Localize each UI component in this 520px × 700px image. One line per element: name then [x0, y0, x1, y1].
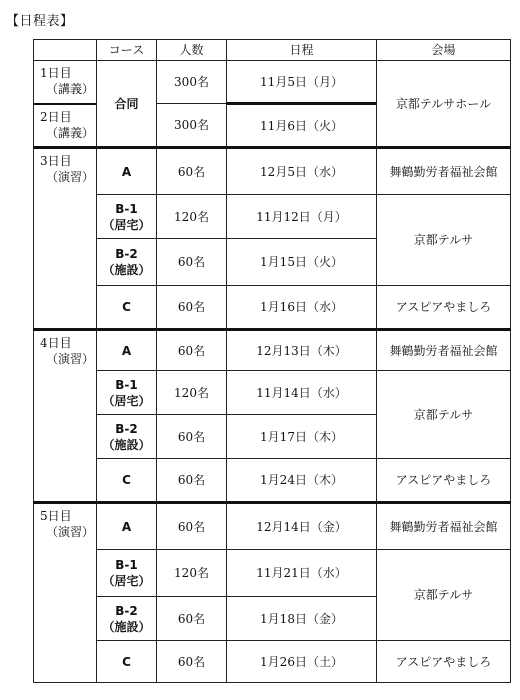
- day-label: 5日目: [40, 509, 72, 523]
- day-type: （演習）: [46, 525, 95, 539]
- venue-cell: 舞鶴勤労者福祉会館: [377, 148, 511, 195]
- course-sub: （施設）: [102, 263, 151, 277]
- course-cell: C: [97, 286, 157, 330]
- course-sub: （居宅）: [102, 217, 151, 232]
- course-sub: （居宅）: [102, 393, 151, 408]
- count-cell: 60名: [157, 641, 227, 683]
- table-row: [34, 459, 511, 503]
- count-cell: 60名: [157, 330, 227, 371]
- schedule-table: [33, 39, 511, 683]
- date-cell: 1月16日（水）: [227, 286, 377, 330]
- table-row: [34, 195, 511, 239]
- table-row: [34, 503, 511, 550]
- count-cell: 60名: [157, 286, 227, 330]
- day-label: 2日目: [40, 109, 72, 124]
- course-cell: [97, 415, 157, 459]
- course-cell: 合同: [97, 61, 157, 148]
- count-cell: 60名: [157, 597, 227, 641]
- header-date: 日程: [227, 40, 377, 61]
- course-code: B-2: [115, 421, 138, 436]
- venue-cell: 京都テルサホール: [377, 61, 511, 148]
- header-course: コース: [97, 40, 157, 61]
- date-cell: 11月21日（水）: [227, 550, 377, 597]
- venue-cell: 舞鶴勤労者福祉会館: [377, 503, 511, 550]
- course-code: B-2: [115, 603, 138, 618]
- day-label: 3日目: [40, 154, 72, 168]
- count-cell: 120名: [157, 195, 227, 239]
- count-cell: 60名: [157, 239, 227, 286]
- venue-cell: 京都テルサ: [377, 550, 511, 641]
- course-cell: A: [97, 503, 157, 550]
- day-cell: [34, 503, 97, 683]
- course-cell: [97, 239, 157, 286]
- course-code: B-1: [115, 201, 138, 216]
- course-code: B-2: [115, 247, 138, 261]
- schedule-title: 【日程表】: [6, 14, 74, 29]
- day-label: 4日目: [40, 336, 72, 350]
- day-type: （講義）: [46, 82, 95, 96]
- course-cell: [97, 597, 157, 641]
- day-cell: [34, 330, 97, 503]
- venue-cell: アスピアやましろ: [377, 641, 511, 683]
- table-row: [34, 61, 511, 104]
- table-row: [34, 330, 511, 371]
- day-cell: [34, 104, 97, 148]
- date-cell: 11月14日（水）: [227, 371, 377, 415]
- table-row: [34, 641, 511, 683]
- count-cell: 60名: [157, 459, 227, 503]
- day-type: （講義）: [46, 125, 95, 140]
- date-cell: 11月6日（火）: [227, 104, 377, 148]
- course-cell: A: [97, 148, 157, 195]
- venue-cell: 京都テルサ: [377, 371, 511, 459]
- count-cell: 120名: [157, 371, 227, 415]
- count-cell: 60名: [157, 503, 227, 550]
- date-cell: 1月26日（土）: [227, 641, 377, 683]
- date-cell: 12月13日（木）: [227, 330, 377, 371]
- table-row: [34, 286, 511, 330]
- course-cell: [97, 195, 157, 239]
- table-row: [34, 371, 511, 415]
- date-cell: 12月5日（水）: [227, 148, 377, 195]
- day-type: （演習）: [46, 352, 95, 366]
- course-sub: （施設）: [102, 619, 151, 634]
- course-cell: A: [97, 330, 157, 371]
- header-venue: 会場: [377, 40, 511, 61]
- date-cell: 11月5日（月）: [227, 61, 377, 104]
- date-cell: 12月14日（金）: [227, 503, 377, 550]
- count-cell: 300名: [157, 104, 227, 148]
- venue-cell: アスピアやましろ: [377, 286, 511, 330]
- day-label: 1日目: [40, 66, 72, 80]
- header-row: [34, 40, 511, 61]
- count-cell: 60名: [157, 415, 227, 459]
- day-cell: [34, 148, 97, 330]
- header-count: 人数: [157, 40, 227, 61]
- course-cell: C: [97, 641, 157, 683]
- course-code: B-1: [115, 558, 138, 572]
- course-sub: （施設）: [102, 437, 151, 452]
- count-cell: 60名: [157, 148, 227, 195]
- table-row: [34, 550, 511, 597]
- table-row: [34, 148, 511, 195]
- course-cell: [97, 371, 157, 415]
- date-cell: 11月12日（月）: [227, 195, 377, 239]
- day-type: （演習）: [46, 170, 95, 184]
- venue-cell: 舞鶴勤労者福祉会館: [377, 330, 511, 371]
- header-day: [34, 40, 97, 61]
- course-code: B-1: [115, 377, 138, 392]
- day-cell: [34, 61, 97, 104]
- venue-cell: 京都テルサ: [377, 195, 511, 286]
- date-cell: 1月15日（火）: [227, 239, 377, 286]
- count-cell: 120名: [157, 550, 227, 597]
- course-cell: C: [97, 459, 157, 503]
- date-cell: 1月17日（木）: [227, 415, 377, 459]
- course-sub: （居宅）: [102, 574, 151, 588]
- course-cell: [97, 550, 157, 597]
- venue-cell: アスピアやましろ: [377, 459, 511, 503]
- count-cell: 300名: [157, 61, 227, 104]
- date-cell: 1月24日（木）: [227, 459, 377, 503]
- date-cell: 1月18日（金）: [227, 597, 377, 641]
